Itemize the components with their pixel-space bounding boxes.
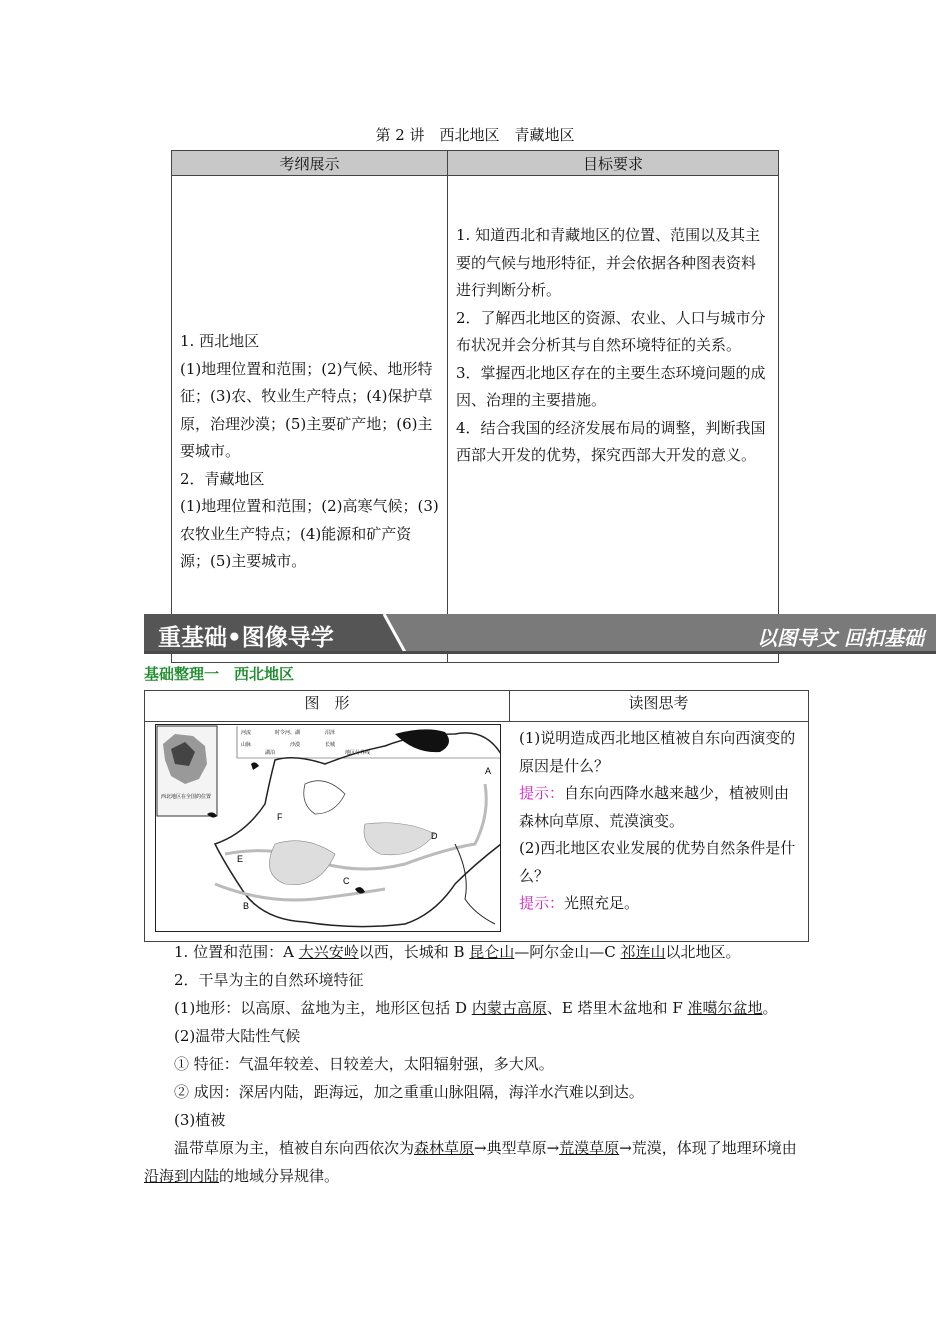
question-1: (1)说明造成西北地区植被自东向西演变的原因是什么？ (519, 729, 796, 775)
para-features-heading: 2．干旱为主的自然环境特征 (174, 971, 364, 989)
map-header: 图 形 (145, 691, 510, 721)
map-label-e: E (237, 854, 244, 864)
syllabus-line: (1)地理位置和范围；(2)高寒气候；(3)农牧业生产特点；(4)能源和矿产资源；(5)主要城市。 (180, 497, 439, 571)
goal-line: 2．了解西北地区的资源、农业、人口与城市分布状况并会分析其与自然环境特征的关系。 (456, 308, 766, 354)
para-climate-cause: ② 成因：深居内陆，距海远，加之重重山脉阻隔，海洋水汽难以到达。 (174, 1083, 644, 1101)
syllabus-cell (172, 176, 448, 663)
goal-line: 1. 知道西北和青藏地区的位置、范围以及其主要的气候与地形特征，并会依据各种图表资料进行判断分析。 (456, 226, 761, 299)
syllabus-line: 2．青藏地区 (180, 469, 265, 488)
syllabus-line: 1. 西北地区 (180, 332, 260, 351)
question-2: (2)西北地区农业发展的优势自然条件是什么？ (519, 839, 796, 885)
table-header-syllabus: 考纲展示 (172, 151, 448, 176)
legend-boundary: 地区分界线 (345, 750, 371, 756)
legend-river: 河流 (241, 730, 252, 736)
goals-cell (448, 176, 779, 663)
para-vegetation-heading: (3)植被 (174, 1111, 226, 1129)
think-header: 读图思考 (628, 694, 689, 712)
northwest-map (155, 724, 501, 932)
legend-seasonal: 时令河、湖 (275, 730, 301, 736)
map-label-c: C (343, 876, 350, 886)
legend-wall: 长城 (325, 742, 336, 748)
banner-left-text: 重基础•图像导学 (158, 625, 334, 651)
goal-line: 3．掌握西北地区存在的主要生态环境问题的成因、治理的主要措施。 (456, 363, 766, 409)
answer-2 (519, 890, 803, 918)
syllabus-line: (1)地理位置和范围；(2)气候、地形特征；(3)农、牧业生产特点；(4)保护草原，治理沙漠；(5)主要矿产地；(6)主要城市。 (180, 359, 433, 461)
answer-1 (519, 780, 803, 835)
map-label-b: B (243, 901, 250, 911)
legend-lake: 湖泊 (265, 750, 276, 756)
map-table (144, 690, 809, 942)
answer-1-text: 自东向西降水越来越少，植被则由森林向草原、荒漠演变。 (519, 784, 790, 830)
answer-2-text: 光照充足。 (564, 894, 640, 912)
para-terrain: (1)地形：以高原、盆地为主，地形区包括 D 内蒙古高原、E 塔里木盆地和 F 准噶尔盆地。 (174, 999, 778, 1017)
section-banner (144, 614, 936, 654)
para-climate-heading: (2)温带大陆性气候 (174, 1027, 301, 1045)
hint-label-2: 提示： (519, 894, 565, 912)
banner-right-text: 以图导文 回扣基础 (757, 626, 924, 650)
syllabus-table (171, 150, 779, 663)
think-content (519, 725, 803, 918)
para-position: 1. 位置和范围：A 大兴安岭以西，长城和 B 昆仑山—阿尔金山—C 祁连山以北地区。 (174, 943, 741, 961)
para-climate-feature: ① 特征：气温年较差、日较差大，太阳辐射强，多大风。 (174, 1055, 554, 1073)
map-label-f: F (277, 812, 283, 822)
map-label-a: A (485, 766, 492, 776)
goal-line: 4．结合我国的经济发展布局的调整，判断我国西部大开发的优势，探究西部大开发的意义。 (456, 418, 766, 464)
section-heading: 基础整理一 西北地区 (144, 665, 295, 683)
page-title: 第 2 讲 西北地区 青藏地区 (375, 126, 575, 144)
content-body (144, 938, 808, 1190)
map-label-d: D (431, 831, 438, 841)
legend-swamp: 沼泽 (325, 730, 336, 736)
para-vegetation: 温带草原为主，植被自东向西依次为森林草原→典型草原→荒漠草原→荒漠，体现了地理环境由沿海到内陆的地域分异规律。 (144, 1139, 797, 1185)
legend-mountain: 山脉 (241, 742, 252, 748)
legend-desert: 沙漠 (290, 742, 301, 748)
hint-label-1: 提示： (519, 784, 565, 802)
inset-label: 西北地区在全国的位置 (161, 794, 212, 800)
table-header-goals: 目标要求 (448, 151, 779, 176)
map-drawing (155, 724, 501, 932)
